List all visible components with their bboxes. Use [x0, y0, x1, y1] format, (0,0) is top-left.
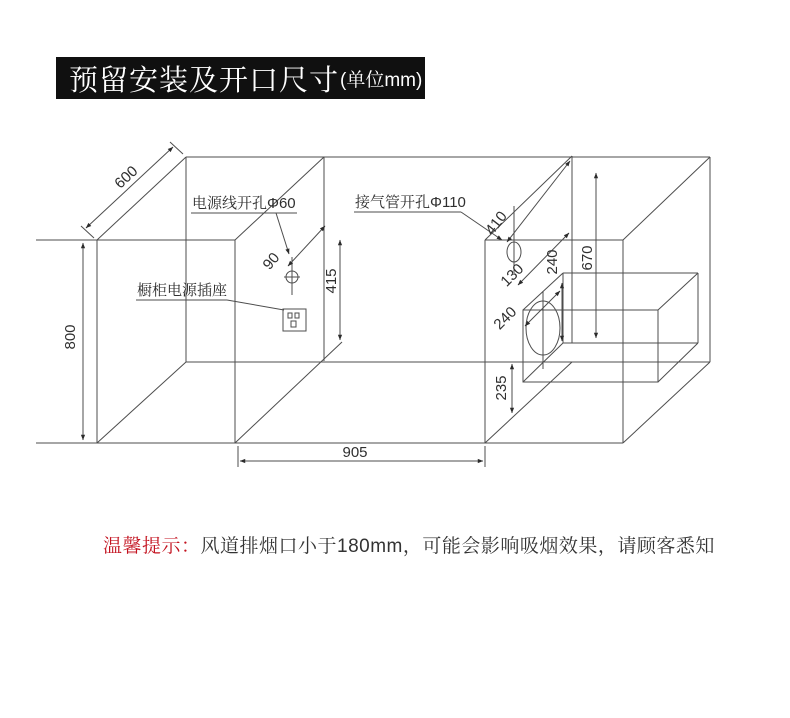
warm-tip-prefix: 温馨提示：: [103, 536, 201, 557]
dimension-lines: [83, 147, 596, 461]
dim-duct-opening-height: 240: [544, 249, 561, 275]
dim-opening-width: 905: [342, 444, 368, 461]
cabinet-socket-label: 橱柜电源插座: [137, 282, 228, 299]
dim-duct-opening-width: 240: [490, 303, 521, 334]
dim-depth: 600: [111, 162, 142, 193]
gas-pipe-hole-label: 接气管开孔Φ110: [355, 194, 466, 211]
extension-lines: [81, 142, 485, 467]
warm-tip-text: 风道排烟口小于180mm，可能会影响吸烟效果，请顾客悉知: [200, 536, 715, 557]
socket-icon: [283, 309, 306, 331]
warm-tip-note: [103, 531, 715, 558]
duct-box: [523, 273, 698, 382]
dim-opening-height: 415: [323, 268, 340, 294]
section-title-unit: (单位mm): [340, 69, 423, 91]
dim-height: 800: [62, 324, 79, 350]
dim-hole-center-offset: 130: [497, 260, 528, 291]
dim-duct-bottom-offset: 235: [493, 375, 510, 401]
dim-gas-hole-offset: 410: [481, 208, 511, 239]
dim-power-hole-offset: 90: [259, 249, 284, 274]
power-cord-hole-label: 电源线开孔Φ60: [192, 195, 296, 212]
power-cord-hole-icon: [284, 257, 300, 295]
dim-duct-top-height: 670: [579, 245, 596, 271]
section-title: 预留安装及开口尺寸: [69, 64, 340, 97]
